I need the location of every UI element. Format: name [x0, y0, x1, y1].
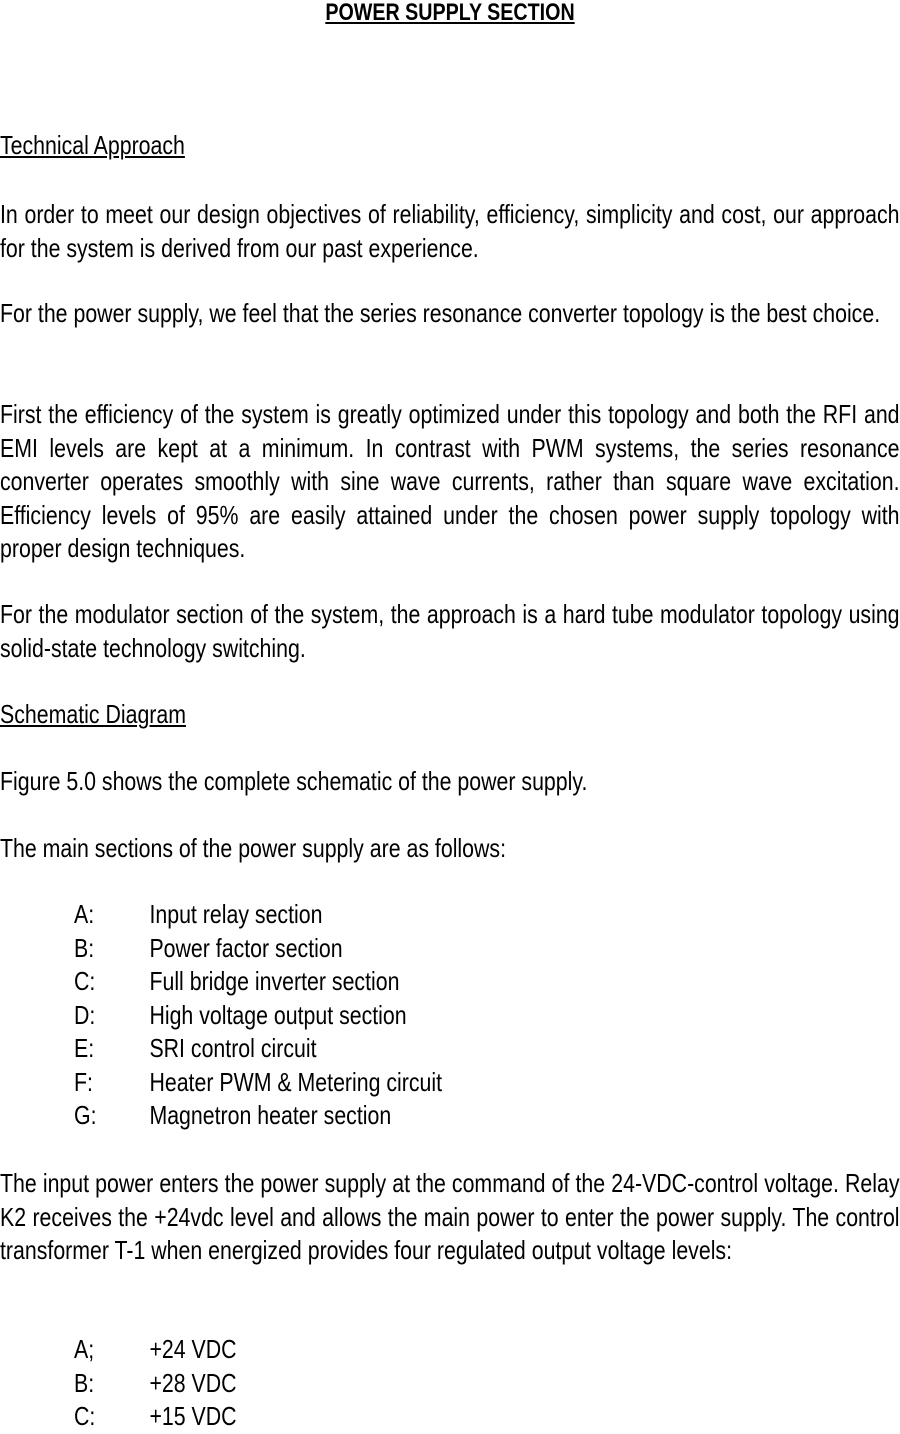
list-item-text: Full bridge inverter section	[149, 966, 400, 996]
list-item-text: +24 VDC	[149, 1334, 237, 1364]
voltages-list	[74, 1333, 237, 1434]
list-item-text: SRI control circuit	[149, 1033, 317, 1063]
list-item	[74, 999, 442, 1033]
list-item	[74, 965, 442, 999]
list-item	[74, 1400, 237, 1434]
list-item-letter: A:	[74, 899, 95, 929]
paragraph-efficiency: First the efficiency of the system is greatly optimized under this topology and both the RFI and EMI levels are kept at a minimum. In contrast with PWM systems, the series resonance converter operates smoothly with sine wave currents, rather than square wave excitation. Efficiency levels of 95% are easily attained under the chosen power supply topology with proper design techniques.	[0, 399, 900, 563]
list-item-letter: C:	[74, 966, 96, 996]
list-item-text: Power factor section	[149, 932, 343, 963]
page-title	[81, 0, 819, 26]
paragraph-figure-reference: Figure 5.0 shows the complete schematic of the power supply.	[0, 766, 588, 796]
list-item	[74, 1099, 442, 1133]
list-item-letter: A;	[74, 1334, 95, 1364]
paragraph-input-power: The input power enters the power supply at the command of the 24-VDC-control voltage. Relay K2 receives the +24vdc level and allows the main power to enter the power supply. The control transformer T-1 when energized provides four regulated output voltage levels:	[0, 1168, 900, 1265]
list-item-letter: C:	[74, 1401, 96, 1431]
list-item-letter: B:	[74, 932, 95, 963]
list-item	[74, 1333, 237, 1367]
paragraph-topology-choice: For the power supply, we feel that the series resonance converter topology is the best choice.	[0, 298, 881, 328]
list-item-text: Heater PWM & Metering circuit	[149, 1066, 443, 1097]
list-item-letter: E:	[74, 1033, 95, 1063]
list-item-text: Magnetron heater section	[149, 1100, 392, 1130]
paragraph-objectives: In order to meet our design objectives of reliability, efficiency, simplicity and cost, our approach for the system is derived from our past experience.	[0, 199, 900, 263]
list-item-text: Input relay section	[149, 899, 323, 929]
heading-technical-approach: Technical Approach	[0, 130, 185, 160]
list-item	[74, 1032, 442, 1066]
list-item	[74, 932, 442, 966]
list-item-text: +28 VDC	[149, 1367, 237, 1398]
list-item-letter: D:	[74, 999, 96, 1030]
list-item-text: High voltage output section	[149, 999, 407, 1030]
paragraph-modulator: For the modulator section of the system, the approach is a hard tube modulator topology using solid-state technology switching.	[0, 599, 900, 663]
heading-schematic-diagram: Schematic Diagram	[0, 699, 187, 729]
list-item-letter: F:	[74, 1066, 93, 1097]
list-item	[74, 1367, 237, 1401]
page-title-text: POWER SUPPLY SECTION	[325, 0, 575, 26]
paragraph-sections-intro: The main sections of the power supply are as follows:	[0, 833, 507, 863]
list-item	[74, 1066, 442, 1100]
list-item-letter: B:	[74, 1367, 95, 1398]
list-item-letter: G:	[74, 1100, 97, 1130]
sections-list	[74, 898, 442, 1133]
list-item	[74, 898, 442, 932]
list-item-text: +15 VDC	[149, 1401, 237, 1431]
